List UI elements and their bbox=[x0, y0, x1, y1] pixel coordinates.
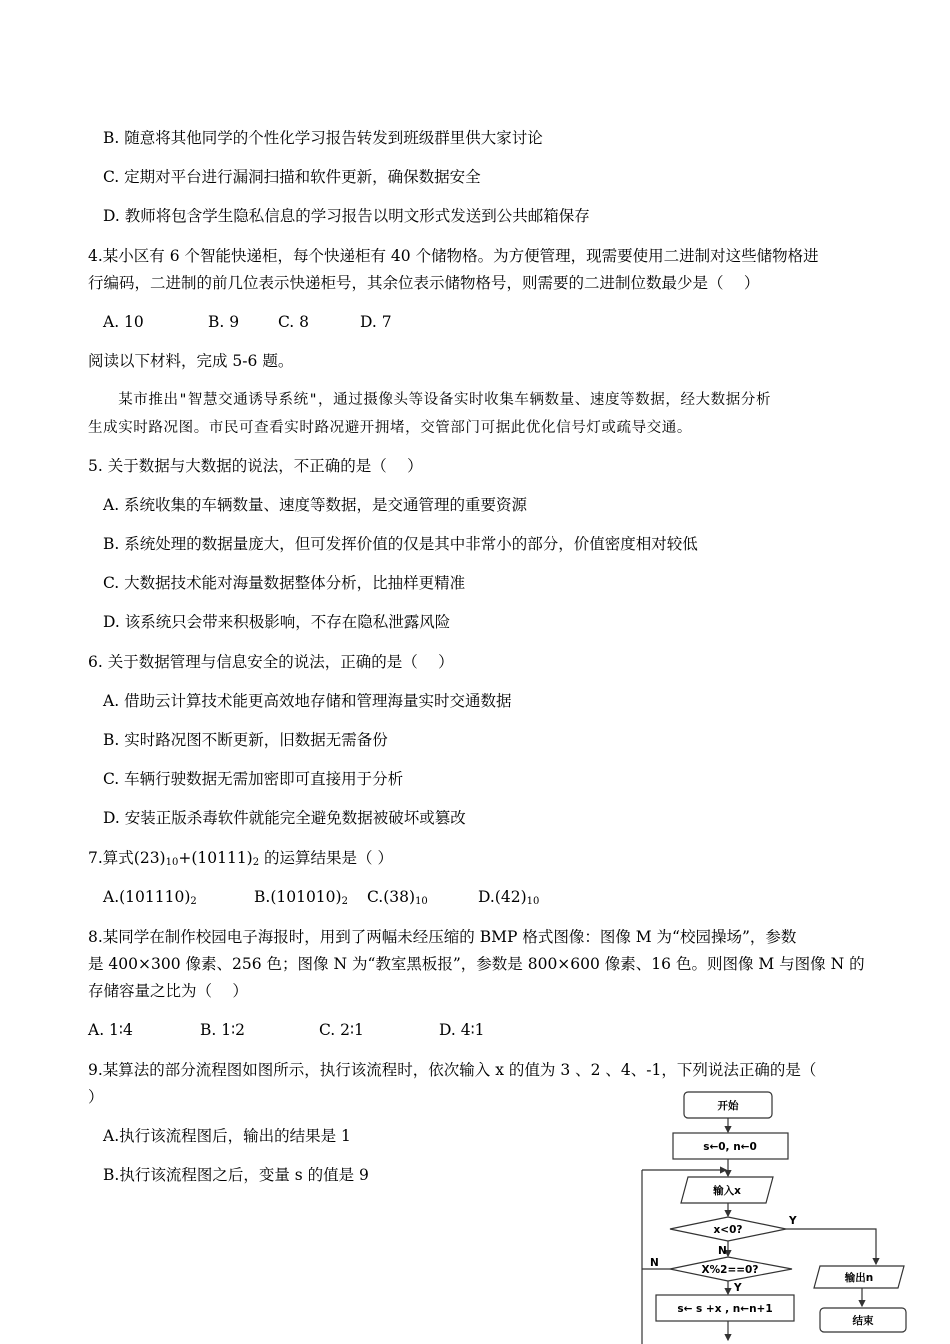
flow-no-label-2: N bbox=[650, 1257, 659, 1269]
q7-option-c: $C.(38)_{10}$ bbox=[367, 888, 428, 907]
q4-stem-line1: 4.某小区有 6 个智能快递柜，每个快递柜有 40 个储物格。为方便管理，现需要使用二进制对这些储物格进 bbox=[88, 247, 819, 265]
q5-stem: 5. 关于数据与大数据的说法，不正确的是（ ） bbox=[88, 457, 423, 475]
q8-option-d: D. 4∶1 bbox=[439, 1021, 485, 1039]
flow-cond2-label: X%2==0? bbox=[701, 1264, 759, 1276]
flow-output-label: 输出n bbox=[844, 1272, 874, 1284]
flow-no-label-1: N bbox=[718, 1245, 727, 1257]
flow-yes-label-1: Y bbox=[789, 1215, 797, 1227]
q7-stem: 7.算式$(23)_{10}+(10111)_2$ 的运算结果是（ ） bbox=[88, 849, 393, 868]
q9-stem-line2: ） bbox=[88, 1088, 104, 1106]
q4-option-c: C. 8 bbox=[278, 313, 310, 331]
q4-option-a: A. 10 bbox=[103, 313, 144, 331]
reading-intro: 阅读以下材料，完成 5-6 题。 bbox=[88, 352, 294, 370]
q3-option-b: B. 随意将其他同学的个性化学习报告转发到班级群里供大家讨论 bbox=[103, 129, 543, 147]
q6-stem: 6. 关于数据管理与信息安全的说法，正确的是（ ） bbox=[88, 653, 454, 671]
q6-option-a: A. 借助云计算技术能更高效地存储和管理海量实时交通数据 bbox=[103, 692, 512, 710]
flow-start-label: 开始 bbox=[717, 1100, 739, 1112]
flow-init-label: s←0, n←0 bbox=[703, 1141, 757, 1153]
flow-process-label: s← s +x , n←n+1 bbox=[677, 1303, 773, 1315]
q4-option-b: B. 9 bbox=[208, 313, 240, 331]
q8-stem-line1: 8.某同学在制作校园电子海报时，用到了两幅未经压缩的 BMP 格式图像：图像 M 为“校园操场”，参数 bbox=[88, 928, 797, 946]
q9-option-a: A.执行该流程图后，输出的结果是 1 bbox=[103, 1127, 351, 1145]
q6-option-d: D. 安装正版杀毒软件就能完全避免数据被破坏或篡改 bbox=[103, 809, 466, 827]
material-line2: 生成实时路况图。市民可查看实时路况避开拥堵，交管部门可据此优化信号灯或疏导交通。 bbox=[88, 420, 692, 436]
q9-stem-line1: 9.某算法的部分流程图如图所示，执行该流程时，依次输入 x 的值为 3 、2 、4、-1，下列说法正确的是（ bbox=[88, 1061, 817, 1079]
q5-option-a: A. 系统收集的车辆数量、速度等数据，是交通管理的重要资源 bbox=[103, 496, 528, 514]
q6-option-b: B. 实时路况图不断更新，旧数据无需备份 bbox=[103, 731, 388, 749]
flow-cond1-label: x<0? bbox=[713, 1224, 743, 1236]
q4-option-d: D. 7 bbox=[360, 313, 392, 331]
q8-option-b: B. 1∶2 bbox=[200, 1021, 246, 1039]
flow-input-label: 输入x bbox=[713, 1185, 741, 1197]
q8-stem-line2: 是 400×300 像素、256 色；图像 N 为“教室黑板报”，参数是 800×600 像素、16 色。则图像 M 与图像 N 的 bbox=[88, 955, 865, 973]
q7-option-d: $D.(42)_{10}$ bbox=[478, 888, 540, 907]
material-line1: 某市推出"智慧交通诱导系统"，通过摄像头等设备实时收集车辆数量、速度等数据，经大数据分析 bbox=[88, 392, 772, 408]
q6-option-c: C. 车辆行驶数据无需加密即可直接用于分析 bbox=[103, 770, 404, 788]
q3-option-d: D. 教师将包含学生隐私信息的学习报告以明文形式发送到公共邮箱保存 bbox=[103, 207, 590, 225]
q3-option-c: C. 定期对平台进行漏洞扫描和软件更新，确保数据安全 bbox=[103, 168, 481, 186]
q5-option-b: B. 系统处理的数据量庞大，但可发挥价值的仅是其中非常小的部分，价值密度相对较低 bbox=[103, 535, 698, 553]
flow-yes-label-2: Y bbox=[734, 1282, 742, 1294]
q8-option-a: A. 1∶4 bbox=[88, 1021, 133, 1039]
flow-end-label: 结束 bbox=[852, 1315, 874, 1327]
q8-option-c: C. 2∶1 bbox=[319, 1021, 364, 1039]
q7-option-a: $A.(101110)_2$ bbox=[103, 888, 197, 907]
q5-option-d: D. 该系统只会带来积极影响，不存在隐私泄露风险 bbox=[103, 613, 451, 631]
q8-stem-line3: 存储容量之比为（ ） bbox=[88, 982, 248, 1000]
q5-option-c: C. 大数据技术能对海量数据整体分析，比抽样更精准 bbox=[103, 574, 466, 592]
q4-stem-line2: 行编码，二进制的前几位表示快递柜号，其余位表示储物格号，则需要的二进制位数最少是（ ） bbox=[88, 274, 760, 292]
flowchart bbox=[630, 1088, 930, 1344]
q7-option-b: $B.(101010)_2$ bbox=[254, 888, 348, 907]
q9-option-b: B.执行该流程图之后，变量 s 的值是 9 bbox=[103, 1166, 369, 1184]
